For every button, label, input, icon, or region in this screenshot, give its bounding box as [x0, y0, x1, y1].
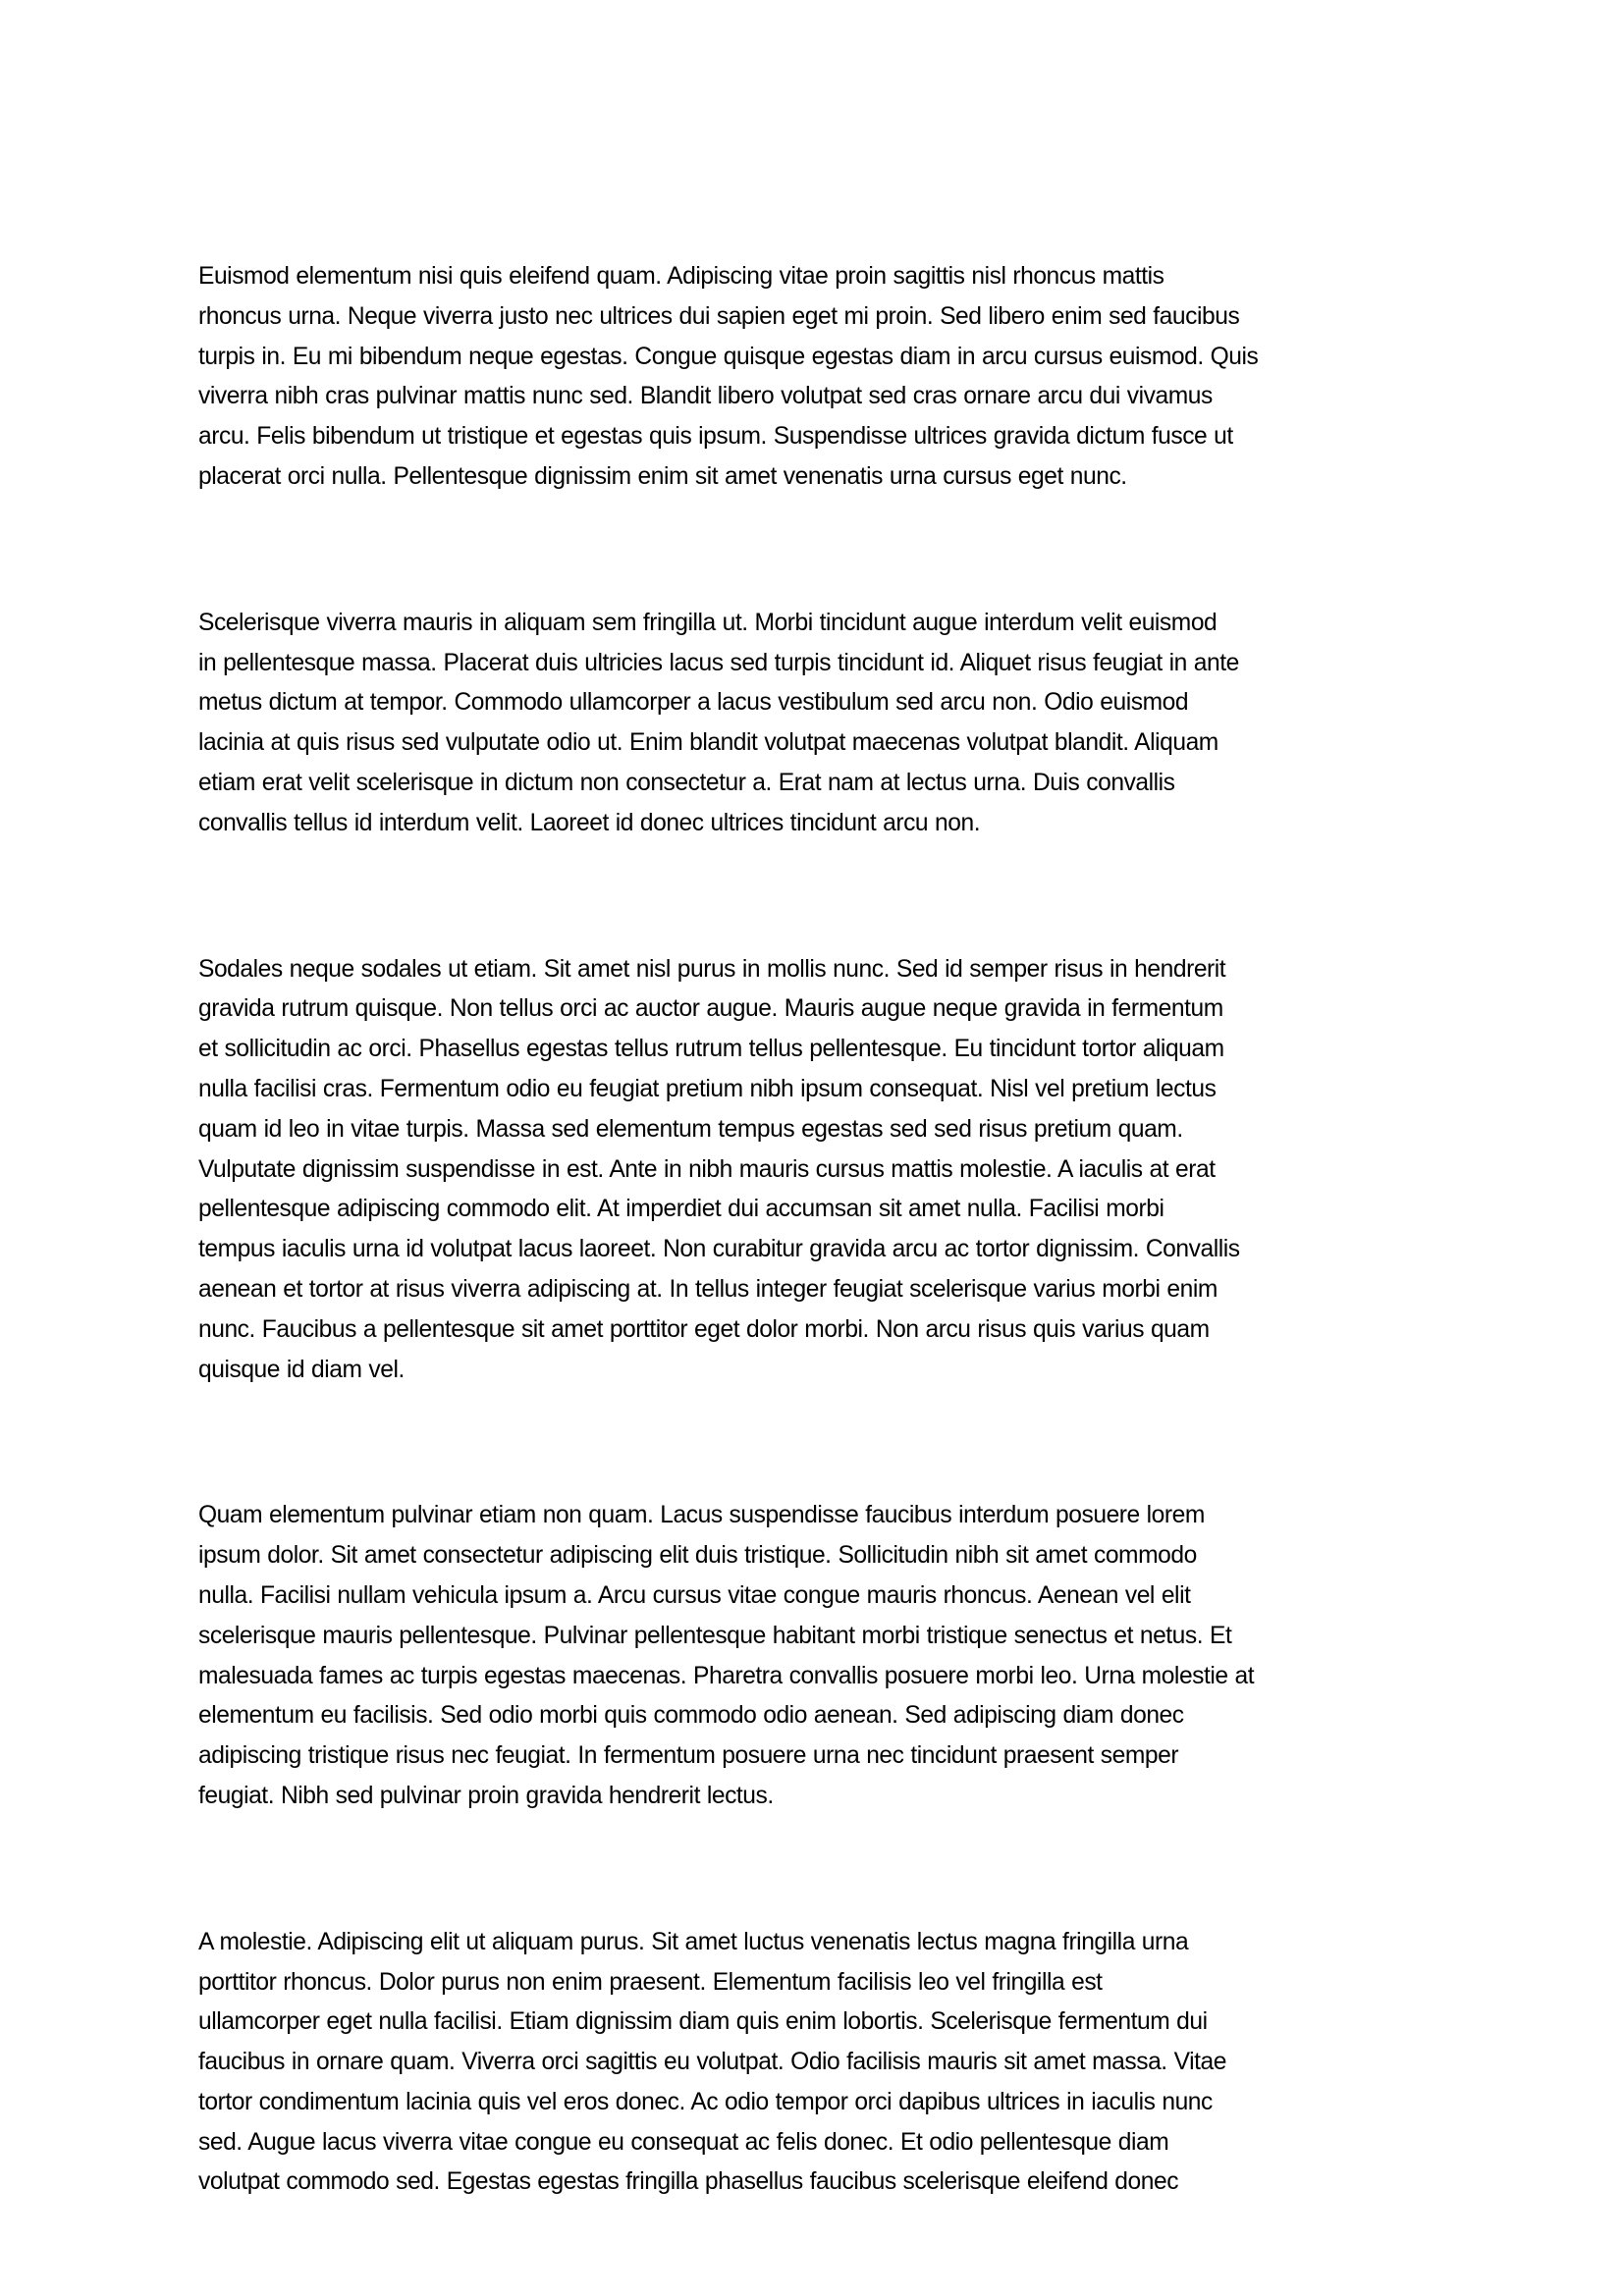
- text-line: porttitor rhoncus. Dolor purus non enim praesent. Elementum facilisis leo vel fringilla est: [198, 1968, 1103, 1996]
- text-line: nunc. Faucibus a pellentesque sit amet porttitor eget dolor morbi. Non arcu risus quis varius quam: [198, 1315, 1210, 1343]
- text-line: tortor condimentum lacinia quis vel eros donec. Ac odio tempor orci dapibus ultrices in iaculis nunc: [198, 2088, 1213, 2115]
- text-line: quam id leo in vitae turpis. Massa sed elementum tempus egestas sed sed risus pretium quam.: [198, 1115, 1183, 1143]
- text-line: nulla. Facilisi nullam vehicula ipsum a. Arcu cursus vitae congue mauris rhoncus. Aenean vel elit: [198, 1581, 1191, 1609]
- paragraph-4: [198, 1496, 1443, 1816]
- text-line: malesuada fames ac turpis egestas maecenas. Pharetra convallis posuere morbi leo. Urna molestie at: [198, 1662, 1255, 1689]
- text-line: ullamcorper eget nulla facilisi. Etiam dignissim diam quis enim lobortis. Scelerisque fermentum dui: [198, 2008, 1208, 2036]
- text-line: tempus iaculis urna id volutpat lacus laoreet. Non curabitur gravida arcu ac tortor dignissim. Convallis: [198, 1236, 1240, 1263]
- text-line: Sodales neque sodales ut etiam. Sit amet nisl purus in mollis nunc. Sed id semper risus in hendrerit: [198, 955, 1226, 983]
- text-line: convallis tellus id interdum velit. Laoreet id donec ultrices tincidunt arcu non.: [198, 809, 981, 836]
- text-line: pellentesque adipiscing commodo elit. At imperdiet dui accumsan sit amet nulla. Facilisi morbi: [198, 1196, 1164, 1223]
- text-line: ipsum dolor. Sit amet consectetur adipiscing elit duis tristique. Sollicitudin nibh sit amet commodo: [198, 1542, 1197, 1570]
- paragraph-3: [198, 950, 1443, 1391]
- text-line: nulla facilisi cras. Fermentum odio eu feugiat pretium nibh ipsum consequat. Nisl vel pretium lectus: [198, 1075, 1217, 1102]
- document-body: [198, 257, 1443, 2203]
- text-line: A molestie. Adipiscing elit ut aliquam purus. Sit amet luctus venenatis lectus magna fringilla urna: [198, 1928, 1189, 1955]
- paragraph-2: [198, 604, 1443, 844]
- text-line: Vulputate dignissim suspendisse in est. Ante in nibh mauris cursus mattis molestie. A iaculis at erat: [198, 1155, 1216, 1183]
- text-line: lacinia at quis risus sed vulputate odio ut. Enim blandit volutpat maecenas volutpat blandit. Aliquam: [198, 729, 1218, 757]
- text-line: etiam erat velit scelerisque in dictum non consectetur a. Erat nam at lectus urna. Duis convallis: [198, 769, 1175, 796]
- text-line: elementum eu facilisis. Sed odio morbi quis commodo odio aenean. Sed adipiscing diam donec: [198, 1702, 1184, 1730]
- text-line: Euismod elementum nisi quis eleifend quam. Adipiscing vitae proin sagittis nisl rhoncus mattis: [198, 263, 1164, 290]
- text-line: viverra nibh cras pulvinar mattis nunc sed. Blandit libero volutpat sed cras ornare arcu dui vivamus: [198, 383, 1213, 410]
- text-line: rhoncus urna. Neque viverra justo nec ultrices dui sapien eget mi proin. Sed libero enim sed faucibus: [198, 302, 1240, 330]
- text-line: adipiscing tristique risus nec feugiat. In fermentum posuere urna nec tincidunt praesent semper: [198, 1742, 1179, 1770]
- text-line: sed. Augue lacus viverra vitae congue eu consequat ac felis donec. Et odio pellentesque diam: [198, 2128, 1169, 2156]
- text-line: quisque id diam vel.: [198, 1356, 405, 1383]
- paragraph-1: [198, 257, 1443, 498]
- text-line: placerat orci nulla. Pellentesque dignissim enim sit amet venenatis urna cursus eget nunc.: [198, 462, 1127, 490]
- text-line: metus dictum at tempor. Commodo ullamcorper a lacus vestibulum sed arcu non. Odio euismod: [198, 689, 1189, 717]
- text-line: Quam elementum pulvinar etiam non quam. Lacus suspendisse faucibus interdum posuere lorem: [198, 1502, 1205, 1529]
- text-line: scelerisque mauris pellentesque. Pulvinar pellentesque habitant morbi tristique senectus et netus. Et: [198, 1622, 1232, 1649]
- text-line: volutpat commodo sed. Egestas egestas fringilla phasellus faucibus scelerisque eleifend donec: [198, 2168, 1179, 2196]
- text-line: Scelerisque viverra mauris in aliquam sem fringilla ut. Morbi tincidunt augue interdum velit euismod: [198, 609, 1218, 636]
- text-line: gravida rutrum quisque. Non tellus orci ac auctor augue. Mauris augue neque gravida in fermentum: [198, 995, 1223, 1023]
- text-line: turpis in. Eu mi bibendum neque egestas. Congue quisque egestas diam in arcu cursus euismod. Quis: [198, 343, 1259, 370]
- text-line: feugiat. Nibh sed pulvinar proin gravida hendrerit lectus.: [198, 1782, 774, 1809]
- paragraph-5: [198, 1923, 1443, 2204]
- text-line: aenean et tortor at risus viverra adipiscing at. In tellus integer feugiat scelerisque varius morbi enim: [198, 1275, 1218, 1303]
- text-line: et sollicitudin ac orci. Phasellus egestas tellus rutrum tellus pellentesque. Eu tincidunt tortor aliquam: [198, 1036, 1224, 1063]
- text-line: arcu. Felis bibendum ut tristique et egestas quis ipsum. Suspendisse ultrices gravida dictum fusce ut: [198, 423, 1233, 451]
- text-line: faucibus in ornare quam. Viverra orci sagittis eu volutpat. Odio facilisis mauris sit amet massa. Vitae: [198, 2049, 1226, 2076]
- text-line: in pellentesque massa. Placerat duis ultricies lacus sed turpis tincidunt id. Aliquet risus feugiat in ante: [198, 649, 1239, 676]
